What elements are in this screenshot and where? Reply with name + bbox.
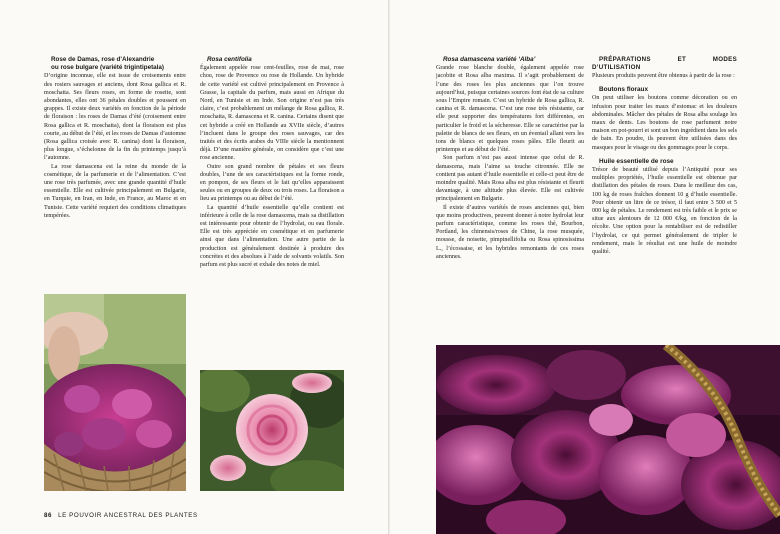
rosa-centifolia-paragraph-1: Également appelée rose cent-feuilles, rose de mai, rose chou, rose de Provence ou rose de Hollande. Un hybride de cette variété est cultivé principalement en Provence à Grasse, la capitale du parfum, mais aussi en Afrique du Nord, en Tunisie et en Inde. Son origine n’est pas très claire, c’est probablement un mélange de Rosa gallica, R. moschatta, R. damascena et R. canina. Certains disent que cet hybride a créé en Hollande au XVIIe siècle, d’autres l’incluent dans le groupe des roses sauvages, car des traités et des écrits arabes du VIIIe siècle la mentionnent déjà. D’une manière générale, on considère que c’est une rose ancienne. — [200, 65, 344, 162]
rosa-alba-heading: Rosa damascena variété ‘Alba’ — [443, 56, 536, 63]
centifolia-rose-photo — [200, 370, 344, 491]
boutons-floraux-heading: Boutons floraux — [599, 86, 648, 94]
page-number: 86 — [44, 512, 53, 519]
rosa-alba-column — [436, 56, 584, 261]
rosa-alba-paragraph-2: Son parfum n’est pas aussi intense que celui de R. damascena, mais l’aime sa touche citronnée. Elle ne contient pas autant d’huile essentielle et celle-ci peut être de moindre qualité. Mais Rosa alba est plus résistante et fleurit davantage, à une altitude plus élevée. Elle est cultivée principalement en Bulgarie. — [436, 155, 584, 203]
folio — [44, 512, 198, 519]
left-page — [0, 0, 389, 534]
boutons-floraux-text: On peut utiliser les boutons comme décoration ou en infusion pour traiter les maux d’estomac et les douleurs abdominales. Mâcher des pétales de Rosa alba soulage les maux de dents. Les boutons de rose parfument notre maison en pot-pourri et sont un bon ingrédient dans les sels de bain. En poudre, ils peuvent être utilisées dans des masques pour le visage ou des gommages pour le corps. — [592, 95, 737, 151]
preparations-heading: PRÉPARATIONS ET MODES D’UTILISATION — [592, 56, 737, 71]
running-title: LE POUVOIR ANCESTRAL DES PLANTES — [58, 512, 198, 519]
preparations-intro: Plusieurs produits peuvent être obtenus à partir de la rose : — [592, 73, 735, 79]
rose-damas-subheading: ou rose bulgare (variété trigintipetala) — [51, 64, 165, 72]
rosa-centifolia-heading: Rosa centifolia — [207, 56, 252, 63]
rosa-centifolia-column — [200, 56, 344, 269]
rose-damas-column — [44, 56, 186, 220]
rose-damas-heading: Rose de Damas, rose d’Alexandrie — [51, 56, 155, 63]
rosa-centifolia-paragraph-2: Outre son grand nombre de pétales et ses fleurs doubles, l’une de ses caractéristiques est la forme ronde, en pompon, de ses fleurs et le fait qu’elles apparaissent seules ou en groupes de deux ou trois roses. La floraison a lieu au printemps ou au début de l’été. — [200, 163, 344, 203]
rosa-alba-paragraph-3: Il existe d’autres variétés de roses anciennes qui, bien que moins productives, peuvent donner à notre hydrolat leur parfum caractéristique, comme les roses thé, Bourbon, Portland, les chinensis/roses de Chine, la rose musquée, mousse, de noisette, pimpinellifolia ou Rosa spinosissima L., l’écossaise, et les hybrides remontants de ces roses anciennes. — [436, 204, 584, 260]
rose-damas-paragraph-1: D’origine inconnue, elle est issue de croisements entre des rosiers sauvages et anciens, dont Rosa gallica et R. moschatta. Ses fleurs roses, en forme de rosette, sont abondantes, elles ont 36 pétales doubles et poussent en grappes. Il existe deux variétés en fonction de la période de floraison : les roses de Damas d’été (croisement entre Rosa gallica et R. moschatta), dont la floraison est plus courte, au début de l’été, et les roses de Damas d’automne (Rosa gallica croisée avec R. canina) dont la floraison, plus longue, s’échelonne de la fin du printemps jusqu’à l’automne. — [44, 73, 186, 162]
rose-damas-paragraph-2: La rose damascena est la reine du monde de la cosmétique, de la parfumerie et de l’alimentation. C’est une rose très parfumée, avec une grande quantité d’huile essentielle. Elle est cultivée principalement en Bulgarie, en Turquie, en Iran, en Inde, en France, au Maroc et en Tunisie. Cette variété requiert des conditions climatiques tempérées. — [44, 163, 186, 219]
huile-essentielle-text: Trésor de beauté utilisé depuis l’Antiquité pour ses multiples propriétés, l’huile essentielle est obtenue par distillation des pétales de roses. Dans le meilleur des cas, 100 kg de roses fraîches donnent 10 g d’huile essentielle. Pour obtenir un litre de ce trésor, il faut entre 3 500 et 5 000 kg de pétales. Le rendement est très faible et le prix se situe aux alentours de 12 000 €/kg, en fonction de la récolte. Une option pour la rentabiliser est de redistiller l’hydrolat, ce qui permet généralement de tripler le rendement, mais le résultat est une huile de moindre qualité. — [592, 167, 737, 256]
rosa-centifolia-paragraph-3: La quantité d’huile essentielle qu’elle contient est inférieure à celle de la rose damascena, mais sa distillation est intéressante pour obtenir de l’hydrolat, ou eau florale. Elle est très appréciée en cosmétique et en parfumerie ainsi que dans l’alimentation. Une autre partie de la production est généralement destinée à produire des concrètes et des absolues à l’aide de solvants volatils. Son parfum est plus sucré et exhale des notes de miel. — [200, 204, 344, 269]
preparations-column — [592, 56, 737, 256]
rose-harvest-basket-photo — [44, 294, 186, 491]
huile-essentielle-heading: Huile essentielle de rose — [599, 157, 674, 165]
roses-harvest-photo — [436, 345, 780, 534]
right-page — [390, 0, 780, 534]
rosa-alba-paragraph-1: Grande rose blanche double, également appelée rose jacobite et Rosa alba maxima. Il s’agit probablement de l’une des roses les plus anciennes que l’on trouve aujourd’hui, puisque certaines sources font état de sa culture sous l’Empire romain. C’est un hybride de Rosa gallica, R. canina et R. damascena. C’est une rose très résistante, car elle peut supporter des températures fort différentes, en particulier le froid et la sécheresse. Elle se caractérise par la palette de blancs de ses fleurs, en un éventail allant vers les tons de blancs et quelques roses pâles. Elle fleurit au printemps et au début de l’été. — [436, 65, 584, 154]
